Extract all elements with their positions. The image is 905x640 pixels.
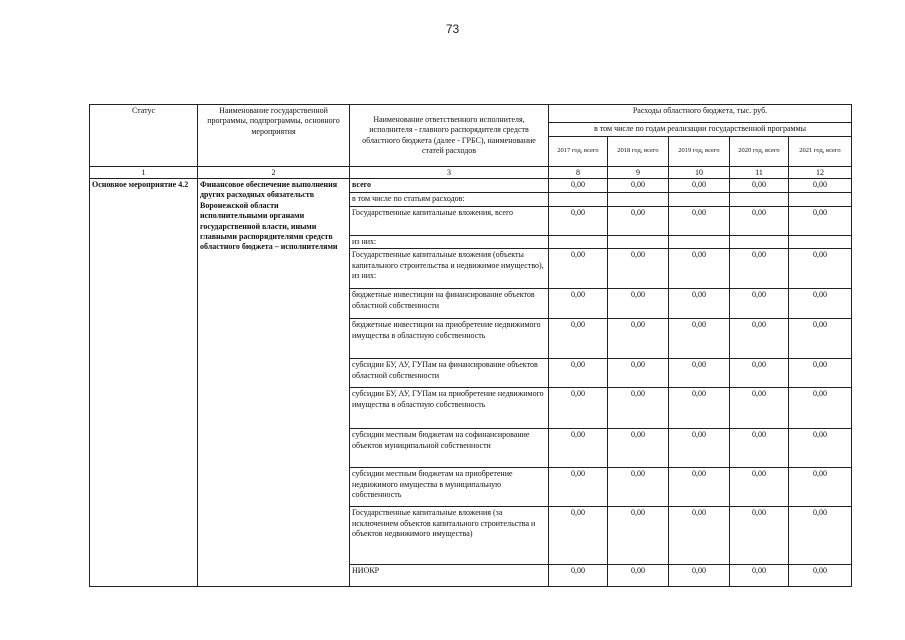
status-cell: Основное мероприятие 4.2 <box>90 179 198 587</box>
value-cell: 0,00 <box>730 179 789 193</box>
row-label: Государственные капитальные вложения (объекты капитального строительства и недвижимое имущество), из них: <box>350 249 549 289</box>
value-cell: 0,00 <box>789 319 852 359</box>
value-cell <box>730 193 789 207</box>
value-cell: 0,00 <box>669 249 730 289</box>
value-cell: 0,00 <box>549 289 608 319</box>
row-label: бюджетные инвестиции на финансирование объектов областной собственности <box>350 289 549 319</box>
value-cell: 0,00 <box>549 429 608 468</box>
row-label: субсидии местным бюджетам на приобретение недвижимого имущества в муниципальную собственность <box>350 468 549 507</box>
value-cell: 0,00 <box>669 429 730 468</box>
value-cell <box>730 236 789 249</box>
value-cell: 0,00 <box>730 249 789 289</box>
value-cell: 0,00 <box>608 207 669 236</box>
header-executor-name: Наименование ответственного исполнителя, исполнителя - главного распорядителя средств областного бюджета (далее - ГРБС), наименование статей расходов <box>350 105 549 167</box>
column-number: 1 <box>90 167 198 179</box>
row-label: Государственные капитальные вложения, всего <box>350 207 549 236</box>
column-number: 11 <box>730 167 789 179</box>
row-label: субсидии БУ, АУ, ГУПам на финансирование объектов областной собственности <box>350 359 549 388</box>
value-cell: 0,00 <box>669 388 730 429</box>
header-year-2020: 2020 год, всего <box>730 137 789 167</box>
value-cell <box>669 236 730 249</box>
header-program-name: Наименование государственной программы, подпрограммы, основного мероприятия <box>198 105 350 167</box>
value-cell: 0,00 <box>608 388 669 429</box>
value-cell: 0,00 <box>608 468 669 507</box>
value-cell: 0,00 <box>730 507 789 565</box>
column-number: 9 <box>608 167 669 179</box>
value-cell: 0,00 <box>549 468 608 507</box>
value-cell: 0,00 <box>730 388 789 429</box>
row-label: из них: <box>350 236 549 249</box>
value-cell: 0,00 <box>549 179 608 193</box>
value-cell: 0,00 <box>730 468 789 507</box>
column-number: 2 <box>198 167 350 179</box>
value-cell: 0,00 <box>608 319 669 359</box>
column-number: 3 <box>350 167 549 179</box>
header-by-years: в том числе по годам реализации государственной программы <box>549 123 852 137</box>
value-cell: 0,00 <box>669 179 730 193</box>
value-cell: 0,00 <box>669 565 730 587</box>
value-cell: 0,00 <box>730 207 789 236</box>
row-label: всего <box>350 179 549 193</box>
row-label: Государственные капитальные вложения (за исключением объектов капитального строительства и объектов недвижимого имущества) <box>350 507 549 565</box>
value-cell: 0,00 <box>789 179 852 193</box>
row-label: субсидии БУ, АУ, ГУПам на приобретение недвижимого имущества в областную собственность <box>350 388 549 429</box>
value-cell: 0,00 <box>549 207 608 236</box>
column-number: 8 <box>549 167 608 179</box>
row-label: бюджетные инвестиции на приобретение недвижимого имущества в областную собственность <box>350 319 549 359</box>
value-cell: 0,00 <box>608 507 669 565</box>
table-row <box>90 179 852 193</box>
column-number: 12 <box>789 167 852 179</box>
value-cell: 0,00 <box>730 565 789 587</box>
value-cell: 0,00 <box>789 289 852 319</box>
value-cell <box>549 193 608 207</box>
value-cell: 0,00 <box>608 565 669 587</box>
value-cell: 0,00 <box>730 319 789 359</box>
value-cell <box>608 236 669 249</box>
column-number: 10 <box>669 167 730 179</box>
column-number-row <box>90 167 852 179</box>
value-cell: 0,00 <box>789 565 852 587</box>
value-cell: 0,00 <box>730 359 789 388</box>
header-year-2021: 2021 год, всего <box>789 137 852 167</box>
value-cell: 0,00 <box>789 507 852 565</box>
budget-table <box>89 104 852 587</box>
value-cell: 0,00 <box>549 507 608 565</box>
row-label: НИОКР <box>350 565 549 587</box>
value-cell: 0,00 <box>789 388 852 429</box>
value-cell: 0,00 <box>789 359 852 388</box>
value-cell: 0,00 <box>549 388 608 429</box>
value-cell <box>669 193 730 207</box>
value-cell: 0,00 <box>549 565 608 587</box>
value-cell: 0,00 <box>669 319 730 359</box>
value-cell: 0,00 <box>789 207 852 236</box>
value-cell: 0,00 <box>789 249 852 289</box>
header-status: Статус <box>90 105 198 167</box>
header-year-2019: 2019 год, всего <box>669 137 730 167</box>
program-cell: Финансовое обеспечение выполнения других расходных обязательств Воронежской области исполнительными органами государственной власти, иными главными распорядителями средств областного бюджета – исполнителями <box>198 179 350 587</box>
page-number: 73 <box>445 22 460 36</box>
value-cell: 0,00 <box>669 468 730 507</box>
value-cell: 0,00 <box>549 249 608 289</box>
value-cell <box>789 236 852 249</box>
value-cell: 0,00 <box>669 359 730 388</box>
value-cell: 0,00 <box>549 319 608 359</box>
value-cell: 0,00 <box>549 359 608 388</box>
value-cell <box>608 193 669 207</box>
value-cell: 0,00 <box>608 429 669 468</box>
value-cell: 0,00 <box>789 468 852 507</box>
value-cell: 0,00 <box>608 289 669 319</box>
value-cell: 0,00 <box>608 249 669 289</box>
value-cell: 0,00 <box>608 179 669 193</box>
value-cell: 0,00 <box>730 429 789 468</box>
row-label: в том числе по статьям расходов: <box>350 193 549 207</box>
value-cell: 0,00 <box>669 289 730 319</box>
value-cell: 0,00 <box>669 507 730 565</box>
value-cell: 0,00 <box>669 207 730 236</box>
value-cell <box>789 193 852 207</box>
header-year-2017: 2017 год, всего <box>549 137 608 167</box>
row-label: субсидии местным бюджетам на софинансирование объектов муниципальной собственности <box>350 429 549 468</box>
value-cell: 0,00 <box>730 289 789 319</box>
value-cell: 0,00 <box>608 359 669 388</box>
header-expenses: Расходы областного бюджета, тыс. руб. <box>549 105 852 123</box>
header-year-2018: 2018 год, всего <box>608 137 669 167</box>
value-cell <box>549 236 608 249</box>
value-cell: 0,00 <box>789 429 852 468</box>
